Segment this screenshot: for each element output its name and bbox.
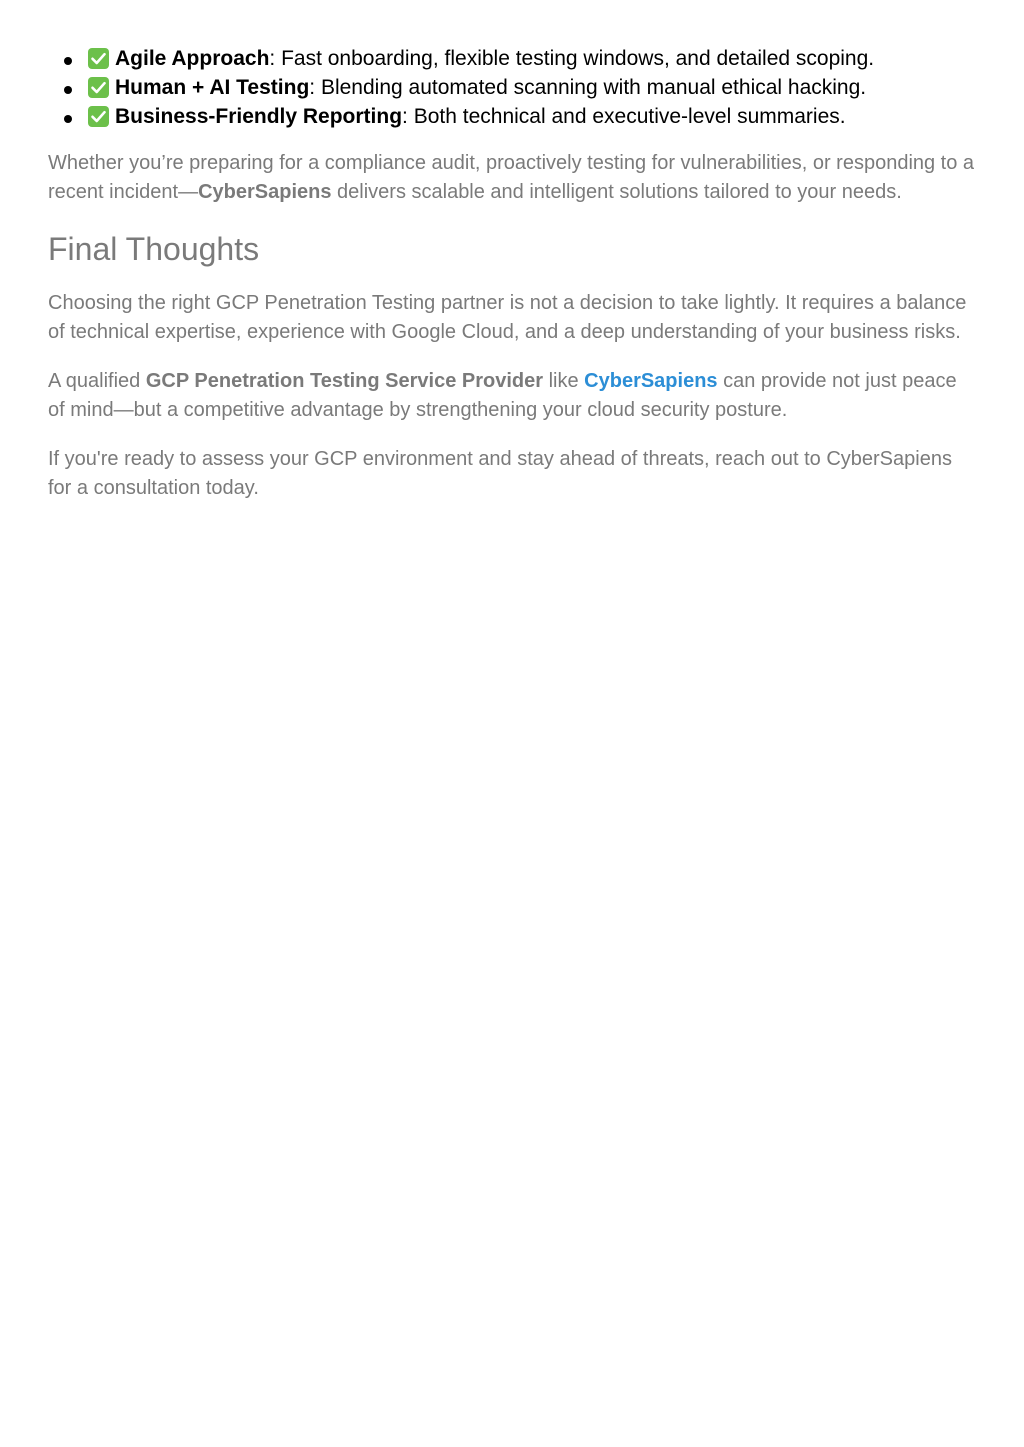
paragraph-text-before: A qualified <box>48 370 146 392</box>
paragraph-text-middle: like <box>543 370 585 392</box>
intro-paragraph <box>48 149 978 207</box>
list-item <box>48 73 978 102</box>
paragraph-text-after: can provide not just peace of mind—but a competitive advantage by strengthening your cloud security posture. <box>48 370 957 421</box>
bullet-icon <box>64 57 72 65</box>
feature-title: Agile Approach <box>115 47 270 70</box>
feature-title: Business-Friendly Reporting <box>115 105 403 128</box>
cybersapiens-link[interactable]: CyberSapiens <box>584 370 718 392</box>
paragraph-choosing-partner: Choosing the right GCP Penetration Testing partner is not a decision to take lightly. It requires a balance of technical expertise, experience with Google Cloud, and a deep understanding of your business risks. <box>48 292 967 343</box>
bullet-icon <box>64 86 72 94</box>
feature-title: Human + AI Testing <box>115 76 310 99</box>
intro-text-after: delivers scalable and intelligent solutions tailored to your needs. <box>331 181 902 203</box>
section-heading: Final Thoughts <box>48 231 260 267</box>
feature-description: : Both technical and executive-level summaries. <box>402 105 846 128</box>
check-mark-icon <box>88 48 109 69</box>
article-content <box>48 44 978 503</box>
list-item <box>48 44 978 73</box>
feature-list <box>48 44 978 131</box>
check-mark-icon <box>88 106 109 127</box>
intro-text-before: Whether you’re preparing for a compliance audit, proactively testing for vulnerabilities, or responding to a recent incident— <box>48 152 975 203</box>
check-mark-icon <box>88 77 109 98</box>
brand-name: CyberSapiens <box>198 181 332 203</box>
feature-description: : Fast onboarding, flexible testing windows, and detailed scoping. <box>269 47 875 70</box>
paragraph-qualified-provider <box>48 367 978 425</box>
bullet-icon <box>64 115 72 123</box>
provider-emphasis: GCP Penetration Testing Service Provider <box>145 370 544 392</box>
feature-description: : Blending automated scanning with manual ethical hacking. <box>309 76 867 99</box>
list-item <box>48 102 978 131</box>
paragraph-call-to-action: If you're ready to assess your GCP environment and stay ahead of threats, reach out to CyberSapiens for a consultation today. <box>48 448 952 499</box>
